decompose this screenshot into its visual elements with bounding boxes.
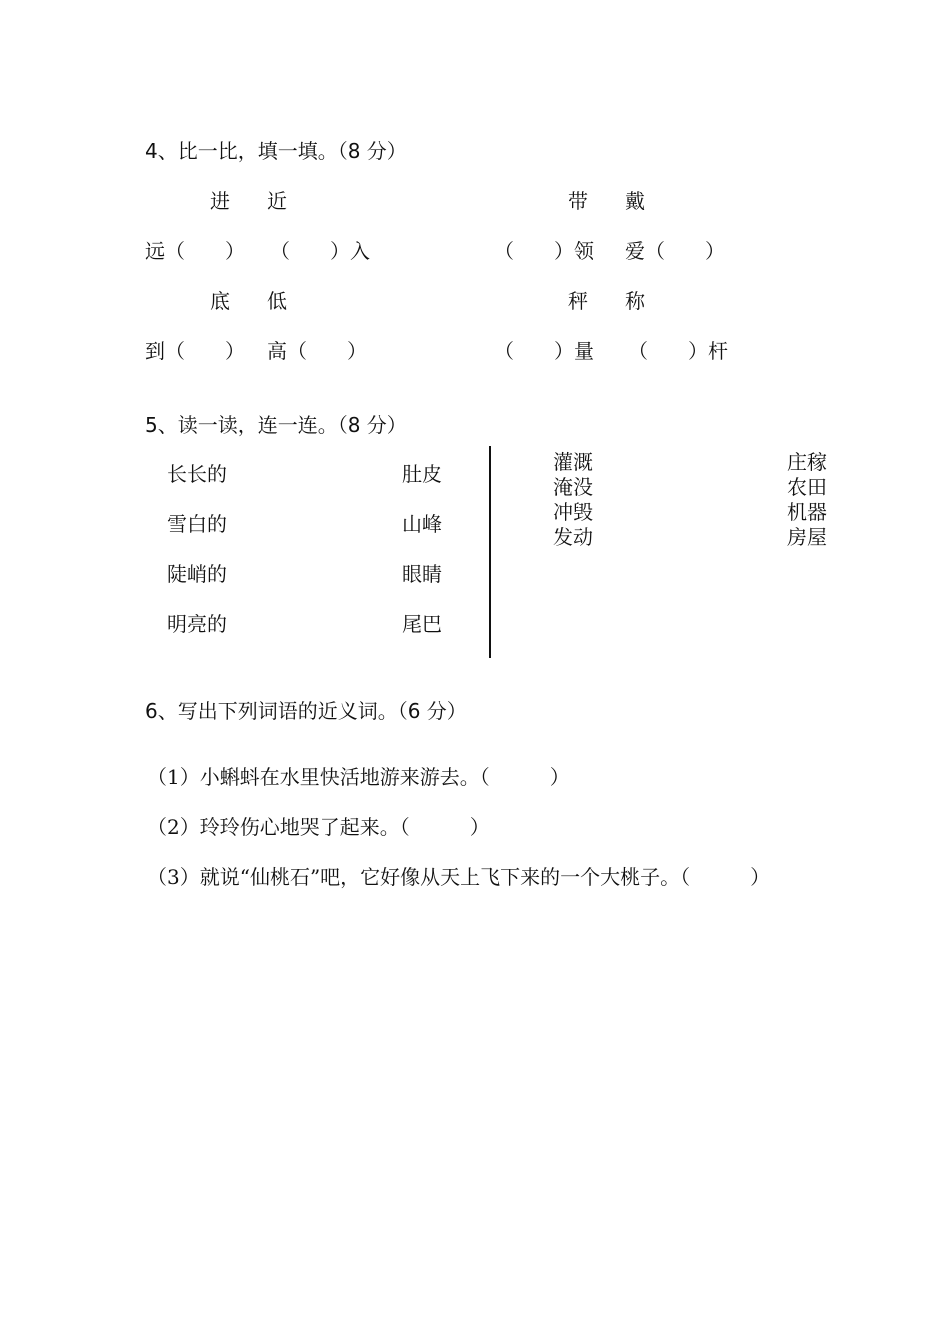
q4-char-jin: 进 (210, 189, 230, 213)
q5-noun-item[interactable]: 农田 (787, 475, 827, 499)
q5-right-item[interactable]: 眼睛 (402, 562, 442, 586)
q5-verb-item[interactable]: 发动 (553, 525, 593, 549)
q5-right-item[interactable]: 肚皮 (402, 462, 442, 486)
q4-char-di: 底 (210, 289, 230, 313)
q5-left-item[interactable]: 陡峭的 (167, 562, 227, 586)
q4-blank-ling[interactable]: （ ）领 (494, 239, 594, 263)
q4-blank-gan[interactable]: （ ）杆 (628, 339, 728, 363)
q4-blank-ai[interactable]: 爱（ ） (625, 239, 725, 263)
q4-char-cheng: 秤 (568, 289, 588, 313)
q4-blank-yuan[interactable]: 远（ ） (145, 239, 245, 263)
q5-verb-item[interactable]: 冲毁 (553, 500, 593, 524)
q6-item-3[interactable]: （3）就说“仙桃石”吧，它好像从天上飞下来的一个大桃子。（ ） (147, 865, 771, 889)
q4-char-jin2: 近 (267, 189, 287, 213)
q4-blank-gao[interactable]: 高（ ） (267, 339, 367, 363)
q5-verb-item[interactable]: 淹没 (553, 475, 593, 499)
q4-char-cheng2: 称 (625, 289, 645, 313)
q6-title: 6、写出下列词语的近义词。（6 分） (145, 699, 467, 723)
q5-left-item[interactable]: 明亮的 (167, 612, 227, 636)
q6-item-1[interactable]: （1）小蝌蚪在水里快活地游来游去。（ ） (147, 765, 570, 789)
q5-left-item[interactable]: 雪白的 (167, 512, 227, 536)
q5-title: 5、读一读，连一连。（8 分） (145, 413, 407, 437)
column-divider (489, 446, 491, 658)
q5-noun-item[interactable]: 机器 (787, 500, 827, 524)
q4-char-dai: 带 (568, 189, 588, 213)
q5-right-item[interactable]: 尾巴 (402, 612, 442, 636)
q6-item-2[interactable]: （2）玲玲伤心地哭了起来。（ ） (147, 815, 490, 839)
q4-char-di2: 低 (267, 289, 287, 313)
q5-noun-item[interactable]: 房屋 (787, 525, 827, 549)
q5-noun-item[interactable]: 庄稼 (787, 450, 827, 474)
q4-blank-dao[interactable]: 到（ ） (145, 339, 245, 363)
q4-char-dai2: 戴 (625, 189, 645, 213)
q5-verb-item[interactable]: 灌溉 (553, 450, 593, 474)
q5-right-item[interactable]: 山峰 (402, 512, 442, 536)
q4-blank-liang[interactable]: （ ）量 (494, 339, 594, 363)
q4-title: 4、比一比，填一填。（8 分） (145, 139, 407, 163)
q4-blank-ru[interactable]: （ ）入 (270, 239, 370, 263)
q5-left-item[interactable]: 长长的 (167, 462, 227, 486)
